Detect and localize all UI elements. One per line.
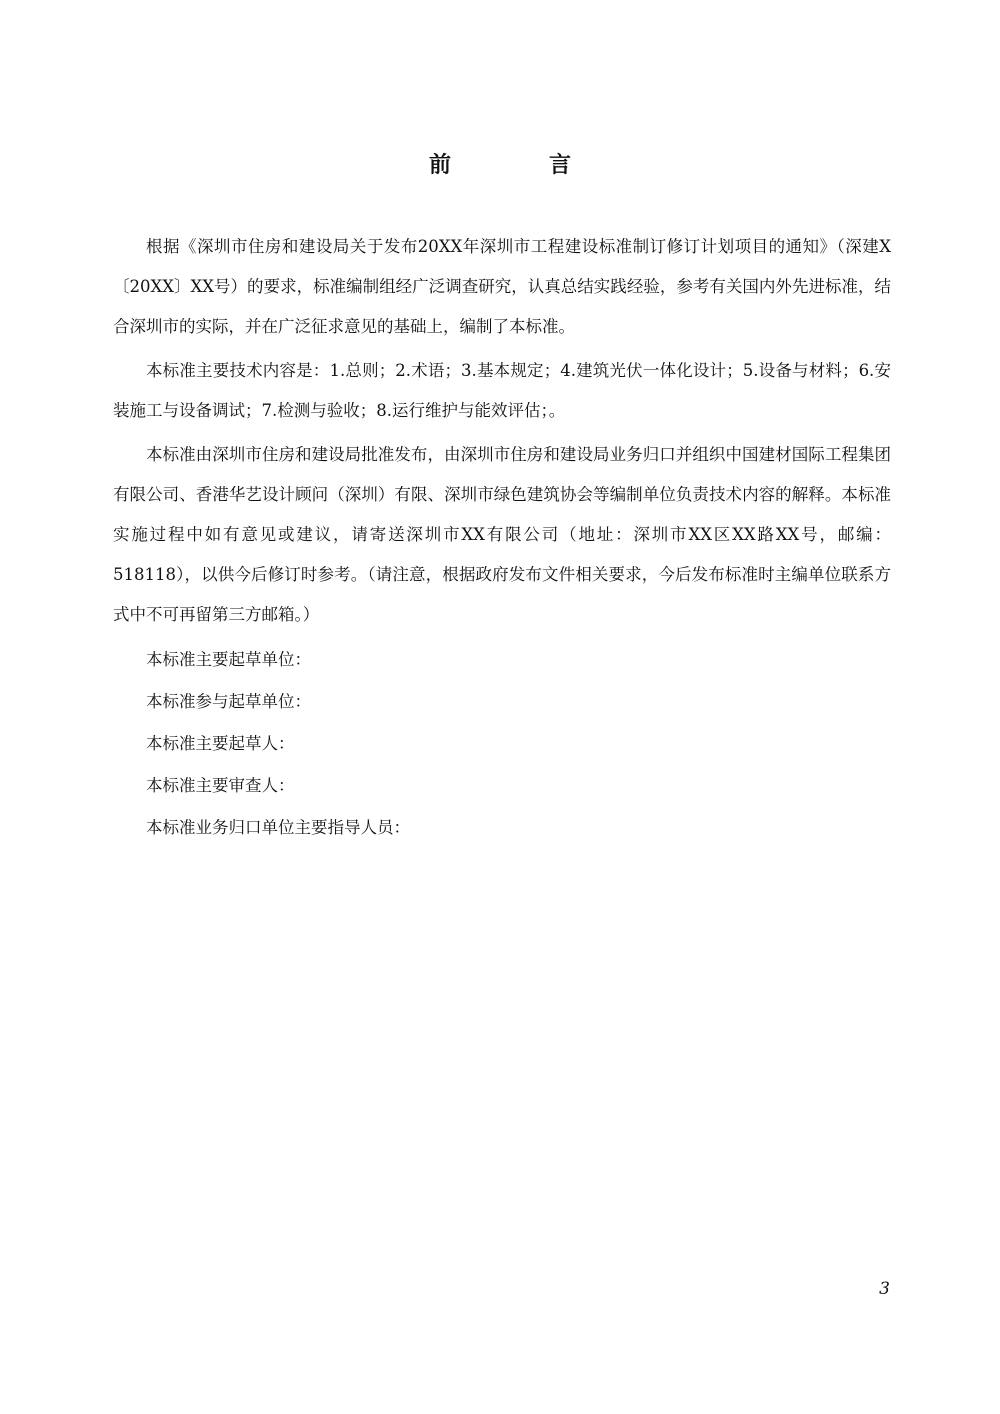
field-main-drafters: 本标准主要起草人：: [146, 734, 295, 753]
page-number: 3: [879, 1279, 890, 1299]
field-main-drafting-units: 本标准主要起草单位：: [146, 650, 311, 669]
field-guiding-personnel: 本标准业务归口单位主要指导人员：: [146, 818, 410, 837]
field-participating-drafting-units: 本标准参与起草单位：: [146, 692, 311, 711]
field-main-reviewers: 本标准主要审查人：: [146, 776, 295, 795]
paragraph-technical-content: 本标准主要技术内容是：1.总则；2.术语；3.基本规定；4.建筑光伏一体化设计；5.设备与材料；6.安装施工与设备调试；7.检测与验收；8.运行维护与能效评估；。: [113, 361, 891, 420]
paragraph-approval-and-contact: 本标准由深圳市住房和建设局批准发布，由深圳市住房和建设局业务归口并组织中国建材国际工程集团有限公司、香港华艺设计顾问（深圳）有限、深圳市绿色建筑协会等编制单位负责技术内容的解释。本标准实施过程中如有意见或建议，请寄送深圳市XX有限公司（地址：深圳市XX区XX路XX号，邮编：518118），以供今后修订时参考。（请注意，根据政府发布文件相关要求，今后发布标准时主编单位联系方式中不可再留第三方邮箱。）: [113, 445, 891, 624]
foreword-body: [113, 227, 891, 849]
paragraph-basis: 根据《深圳市住房和建设局关于发布20XX年深圳市工程建设标准制订修订计划项目的通知》（深建X〔20XX〕XX号）的要求，标准编制组经广泛调查研究，认真总结实践经验，参考有关国内外先进标准，结合深圳市的实际，并在广泛征求意见的基础上，编制了本标准。: [113, 237, 891, 336]
page-title: 前 言: [428, 152, 609, 178]
